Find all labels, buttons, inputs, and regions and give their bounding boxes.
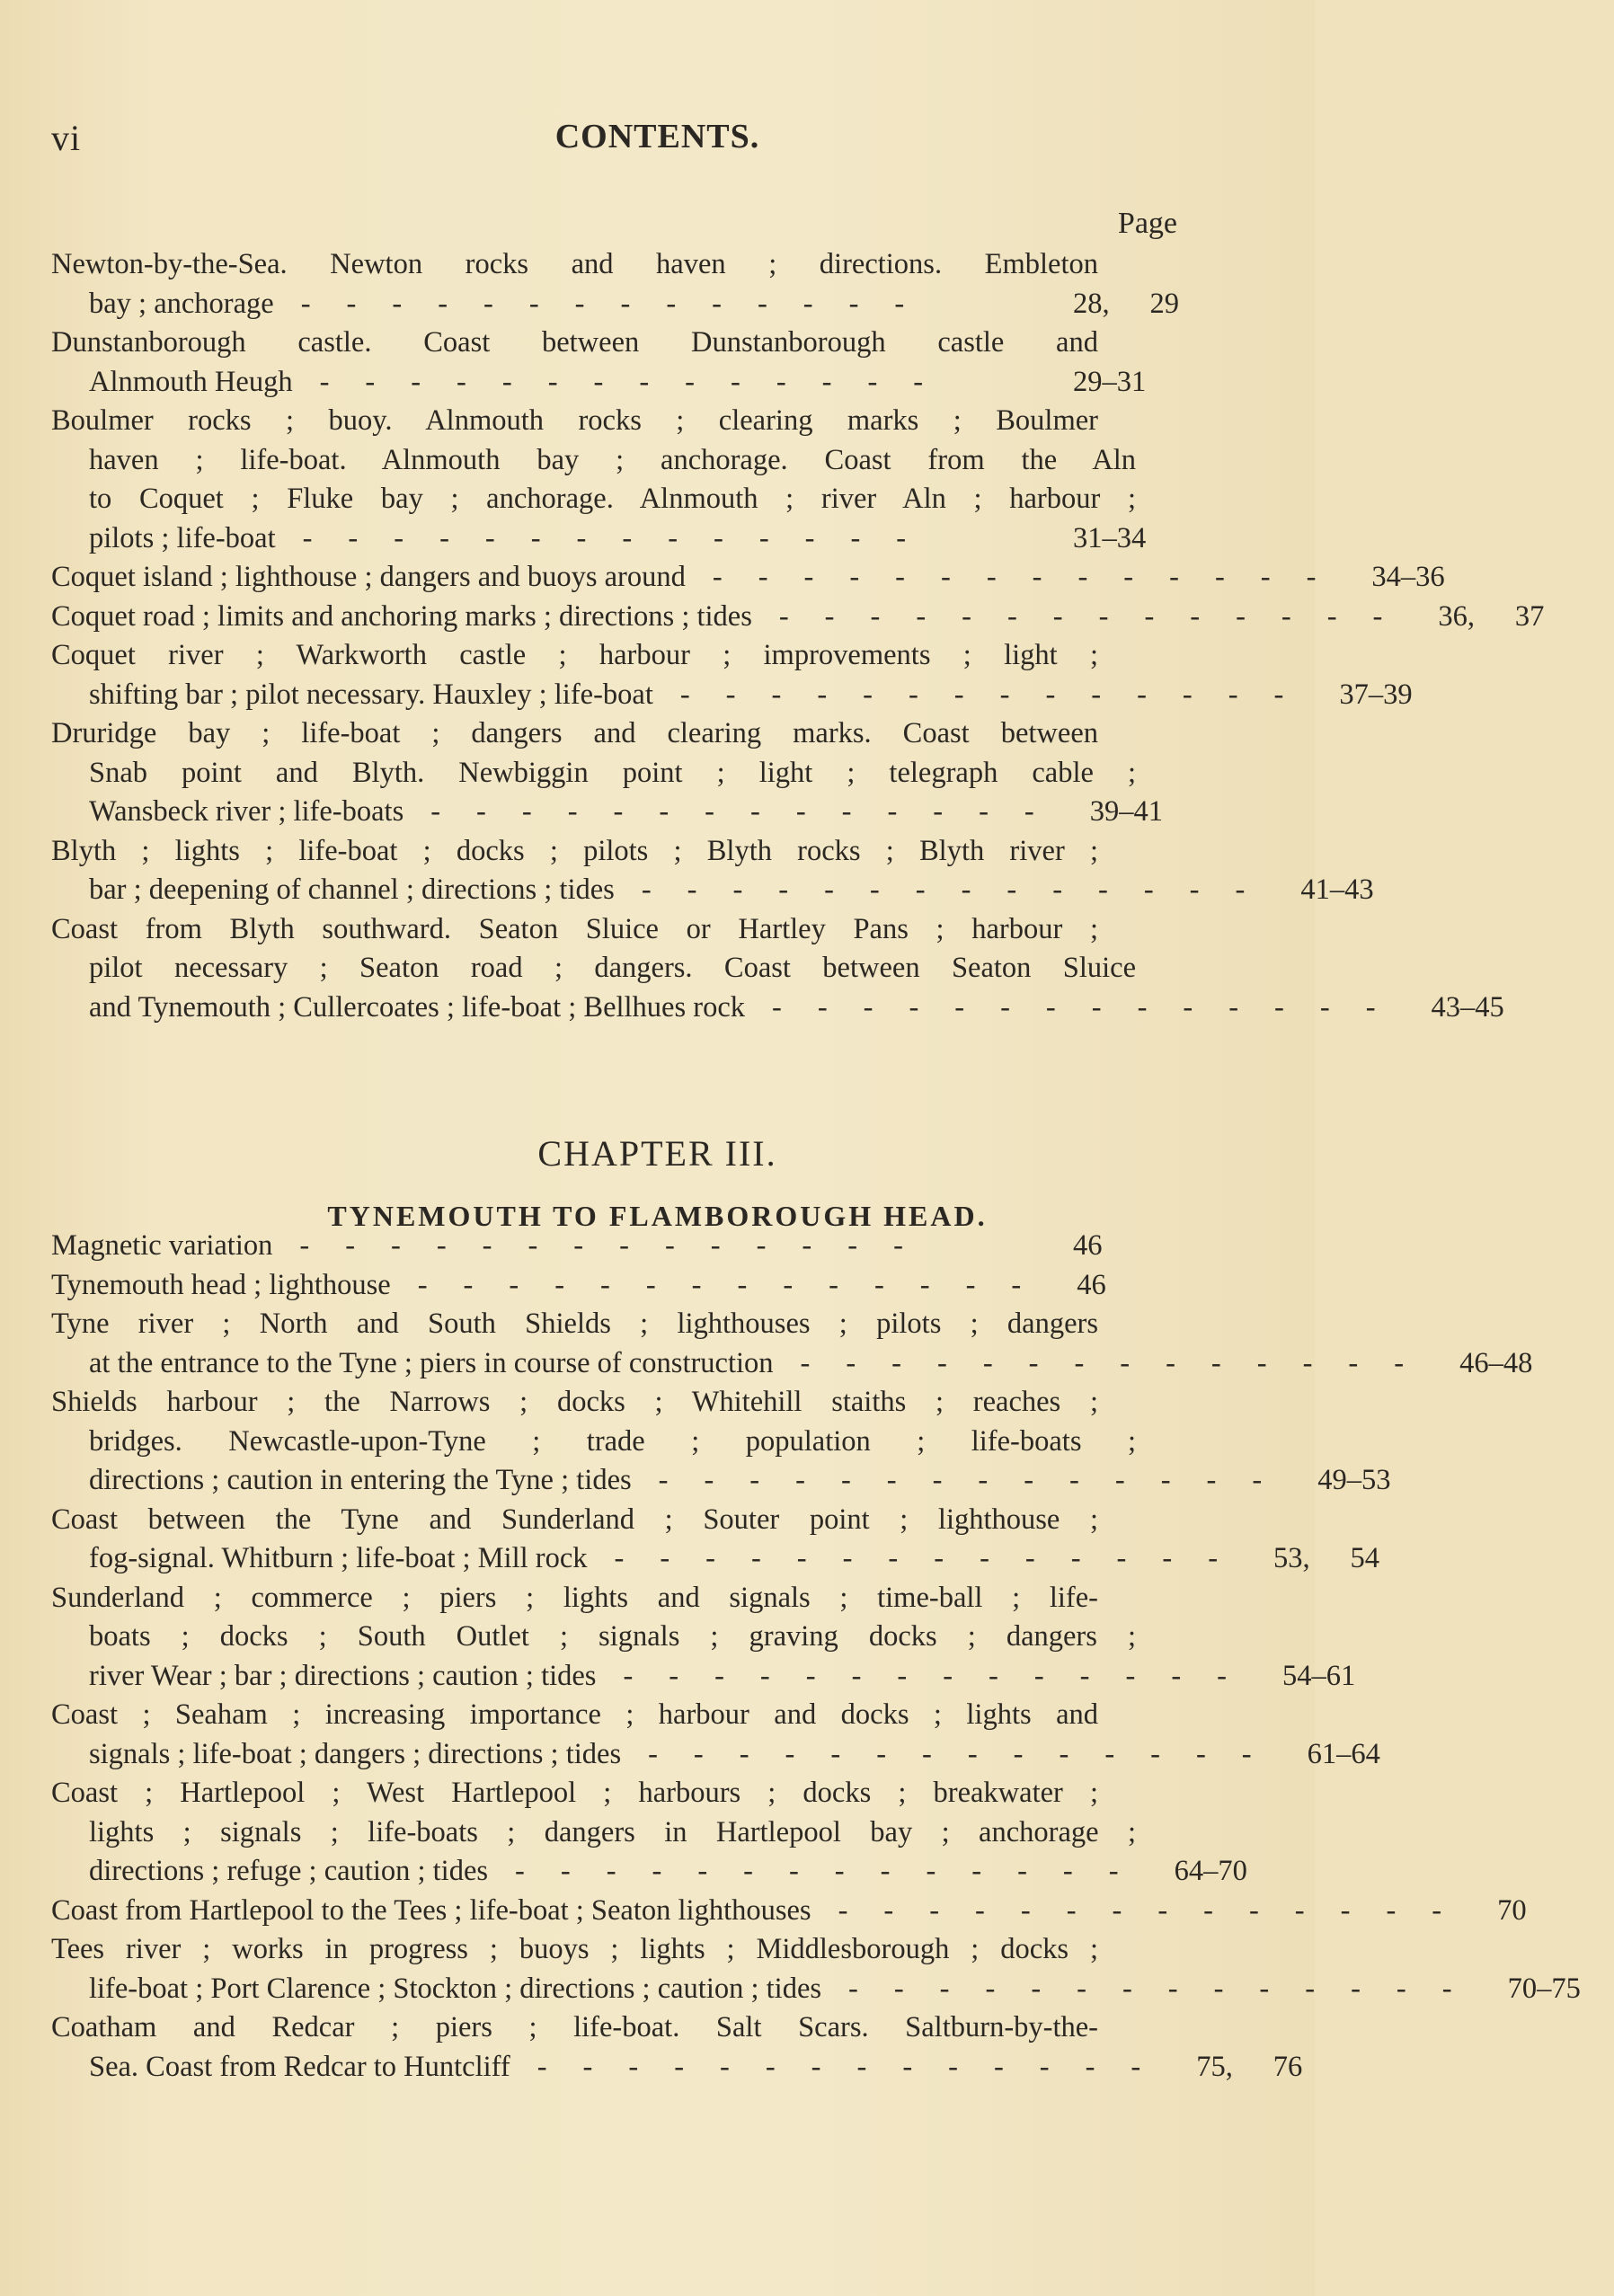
entry-last-line <box>51 793 1179 832</box>
contents-entry <box>51 402 1179 558</box>
entry-last-line <box>51 598 1545 637</box>
entry-text-line: Newton-by-the-Sea. Newton rocks and haven ; directions. Embleton <box>51 248 1098 280</box>
contents-entry <box>51 324 1179 402</box>
entry-page-ref: 75, 76 <box>1196 2050 1303 2083</box>
leader-dashes: -------------- <box>515 1855 1155 1887</box>
entry-page-ref: 64–70 <box>1174 1855 1247 1887</box>
entry-text: fog-signal. Whitburn ; life-boat ; Mill rock <box>89 1542 588 1574</box>
leader-dashes: -------------- <box>319 365 960 398</box>
contents-entry <box>51 1696 1380 1774</box>
leader-dashes: -------------- <box>614 1542 1255 1574</box>
entry-last-line <box>51 2048 1303 2088</box>
contents-entry <box>51 1892 1527 1931</box>
contents-entry <box>51 832 1374 910</box>
contents-entry <box>51 910 1504 1028</box>
entry-text: river Wear ; bar ; directions ; caution ; tides <box>89 1659 597 1692</box>
entry-last-line <box>51 1344 1533 1384</box>
leader-dashes: -------------- <box>679 678 1320 711</box>
running-title: CONTENTS. <box>554 118 760 155</box>
entry-text-line: Shields harbour ; the Narrows ; docks ; Whitehill staiths ; reaches ; <box>51 1386 1098 1418</box>
entry-text-line: Coast between the Tyne and Sunderland ; Souter point ; lighthouse ; <box>51 1503 1098 1536</box>
entry-page-ref: 46 <box>1073 1229 1103 1262</box>
entry-page-ref: 31–34 <box>1073 521 1147 554</box>
entry-text: Tynemouth head ; lighthouse <box>51 1268 391 1301</box>
entry-text-line: Coast ; Hartlepool ; West Hartlepool ; harbours ; docks ; breakwater ; <box>51 1777 1098 1809</box>
entry-last-line <box>51 285 1179 324</box>
leader-dashes: -------------- <box>302 521 943 554</box>
page-number: vi <box>51 118 82 158</box>
entry-text-line: Blyth ; lights ; life-boat ; docks ; pilots ; Blyth rocks ; Blyth river ; <box>51 834 1098 867</box>
contents-entry <box>51 558 1445 598</box>
entry-text: directions ; caution in entering the Tyne ; tides <box>89 1464 632 1496</box>
leader-dashes: -------------- <box>712 561 1352 593</box>
entry-text-line: pilot necessary ; Seaton road ; dangers. Coast between Seaton Sluice <box>89 952 1136 984</box>
entry-page-ref: 43–45 <box>1431 990 1504 1024</box>
contents-entry <box>51 1501 1380 1579</box>
contents-list-1 <box>51 245 1545 1027</box>
chapter-title: CHAPTER III. <box>537 1133 777 1174</box>
entry-page-ref: 70 <box>1497 1893 1527 1927</box>
entry-last-line <box>51 1735 1380 1775</box>
entry-last-line <box>51 1657 1356 1697</box>
entry-text-line: Coast from Blyth southward. Seaton Sluice or Hartley Pans ; harbour ; <box>51 912 1098 945</box>
entry-page-ref: 49–53 <box>1317 1464 1391 1496</box>
entry-last-line <box>51 1266 1179 1306</box>
contents-section-1 <box>51 202 1545 1027</box>
entry-last-line <box>51 558 1445 598</box>
entry-text: pilots ; life-boat <box>89 521 276 554</box>
entry-text: Wansbeck river ; life-boats <box>89 795 404 828</box>
leader-dashes: -------------- <box>623 1659 1263 1692</box>
contents-list-2 <box>51 1227 1581 2087</box>
entry-text: life-boat ; Port Clarence ; Stockton ; directions ; caution ; tides <box>89 1972 822 2005</box>
entry-text: and Tynemouth ; Cullercoates ; life-boat ; Bellhues rock <box>89 990 745 1024</box>
entry-text-line: Coquet river ; Warkworth castle ; harbour ; improvements ; light ; <box>51 639 1098 671</box>
entry-text-line: Boulmer rocks ; buoy. Alnmouth rocks ; clearing marks ; Boulmer <box>51 404 1098 437</box>
entry-last-line <box>51 1461 1391 1501</box>
leader-dashes: -------------- <box>778 599 1419 633</box>
chapter-subtitle: TYNEMOUTH TO FLAMBOROUGH HEAD. <box>327 1200 988 1232</box>
entry-text-line: Sunderland ; commerce ; piers ; lights and signals ; time-ball ; life- <box>51 1581 1098 1614</box>
entry-text: Magnetic variation <box>51 1229 273 1262</box>
entry-last-line <box>51 1539 1380 1579</box>
entry-text: Coquet island ; lighthouse ; dangers and buoys around <box>51 561 686 593</box>
entry-page-ref: 37–39 <box>1339 678 1413 711</box>
entry-page-ref: 61–64 <box>1307 1737 1380 1770</box>
entry-text-line: Dunstanborough castle. Coast between Dunstanborough castle and <box>51 326 1098 359</box>
entry-text-line: to Coquet ; Fluke bay ; anchorage. Alnmouth ; river Aln ; harbour ; <box>89 483 1136 515</box>
entry-text: signals ; life-boat ; dangers ; directions ; tides <box>89 1737 622 1770</box>
entry-text: at the entrance to the Tyne ; piers in course of construction <box>89 1346 774 1379</box>
entry-last-line <box>51 871 1374 910</box>
entry-page-ref: 53, 54 <box>1273 1542 1380 1574</box>
contents-entry <box>51 245 1179 324</box>
entry-page-ref: 54–61 <box>1281 1659 1356 1692</box>
entry-text-line: Snab point and Blyth. Newbiggin point ; light ; telegraph cable ; <box>89 756 1136 789</box>
entry-text-line: Coast ; Seaham ; increasing importance ; harbour and docks ; lights and <box>51 1698 1098 1731</box>
entry-text: Coast from Hartlepool to the Tees ; life-boat ; Seaton lighthouses <box>51 1893 811 1927</box>
entry-text-line: Druridge bay ; life-boat ; dangers and clearing marks. Coast between <box>51 717 1098 749</box>
entry-page-ref: 46–48 <box>1459 1346 1533 1379</box>
entry-text: Alnmouth Heugh <box>89 365 293 398</box>
leader-dashes: -------------- <box>430 795 1070 828</box>
entry-page-ref: 70–75 <box>1507 1972 1581 2005</box>
page-header <box>0 117 1315 162</box>
entry-text-line: boats ; docks ; South Outlet ; signals ; graving docks ; dangers ; <box>89 1620 1136 1653</box>
entry-last-line <box>51 519 1179 559</box>
entry-page-ref: 46 <box>1077 1268 1106 1301</box>
entry-last-line <box>51 676 1413 715</box>
leader-dashes: -------------- <box>658 1464 1299 1496</box>
entry-last-line <box>51 1852 1247 1892</box>
contents-entry <box>51 714 1179 832</box>
contents-section-2 <box>51 1227 1581 2087</box>
leader-dashes: -------------- <box>299 1229 939 1262</box>
entry-text: bay ; anchorage <box>89 287 274 320</box>
entry-text-line: haven ; life-boat. Alnmouth bay ; anchorage. Coast from the Aln <box>89 443 1136 476</box>
entry-last-line <box>51 363 1179 403</box>
entry-page-ref: 41–43 <box>1300 873 1374 906</box>
contents-entry <box>51 1774 1247 1892</box>
entry-text: directions ; refuge ; caution ; tides <box>89 1855 489 1887</box>
contents-entry <box>51 1383 1391 1501</box>
entry-last-line <box>51 1892 1527 1931</box>
leader-dashes: -------------- <box>848 1972 1488 2005</box>
entry-text: bar ; deepening of channel ; directions ; tides <box>89 873 615 906</box>
contents-entry <box>51 1579 1356 1697</box>
leader-dashes: -------------- <box>838 1893 1478 1927</box>
contents-entry <box>51 1305 1533 1383</box>
entry-page-ref: 29–31 <box>1073 365 1147 398</box>
entry-last-line <box>51 1227 1179 1266</box>
entry-text-line: lights ; signals ; life-boats ; dangers in Hartlepool bay ; anchorage ; <box>89 1815 1136 1848</box>
entry-text: Sea. Coast from Redcar to Huntcliff <box>89 2050 510 2083</box>
leader-dashes: -------------- <box>417 1268 1058 1301</box>
leader-dashes: -------------- <box>648 1737 1288 1770</box>
entry-page-ref: 39–41 <box>1089 795 1164 828</box>
contents-entry <box>51 2008 1303 2087</box>
contents-entry <box>51 1930 1581 2008</box>
leader-dashes: -------------- <box>772 990 1412 1024</box>
leader-dashes: -------------- <box>300 287 941 320</box>
contents-entry <box>51 1266 1179 1306</box>
entry-text: Coquet road ; limits and anchoring marks ; directions ; tides <box>51 599 752 633</box>
entry-page-ref: 34–36 <box>1371 561 1445 593</box>
entry-last-line <box>51 1970 1581 2009</box>
leader-dashes: -------------- <box>800 1346 1441 1379</box>
entry-text: shifting bar ; pilot necessary. Hauxley ; life-boat <box>89 678 653 711</box>
page-column-label: Page <box>1117 207 1177 240</box>
entry-text-line: Tees river ; works in progress ; buoys ; lights ; Middlesborough ; docks ; <box>51 1933 1098 1965</box>
contents-entry <box>51 598 1545 637</box>
contents-entry <box>51 636 1413 714</box>
entry-last-line <box>51 988 1504 1028</box>
entry-page-ref: 36, 37 <box>1438 599 1545 633</box>
leader-dashes: -------------- <box>641 873 1281 906</box>
entry-text-line: Tyne river ; North and South Shields ; lighthouses ; pilots ; dangers <box>51 1308 1098 1340</box>
contents-entry <box>51 1227 1179 1266</box>
entry-text-line: Coatham and Redcar ; piers ; life-boat. Salt Scars. Saltburn-by-the- <box>51 2011 1098 2043</box>
entry-text-line: bridges. Newcastle-upon-Tyne ; trade ; population ; life-boats ; <box>89 1424 1136 1458</box>
entry-page-ref: 28, 29 <box>1073 287 1179 320</box>
leader-dashes: -------------- <box>537 2050 1177 2083</box>
